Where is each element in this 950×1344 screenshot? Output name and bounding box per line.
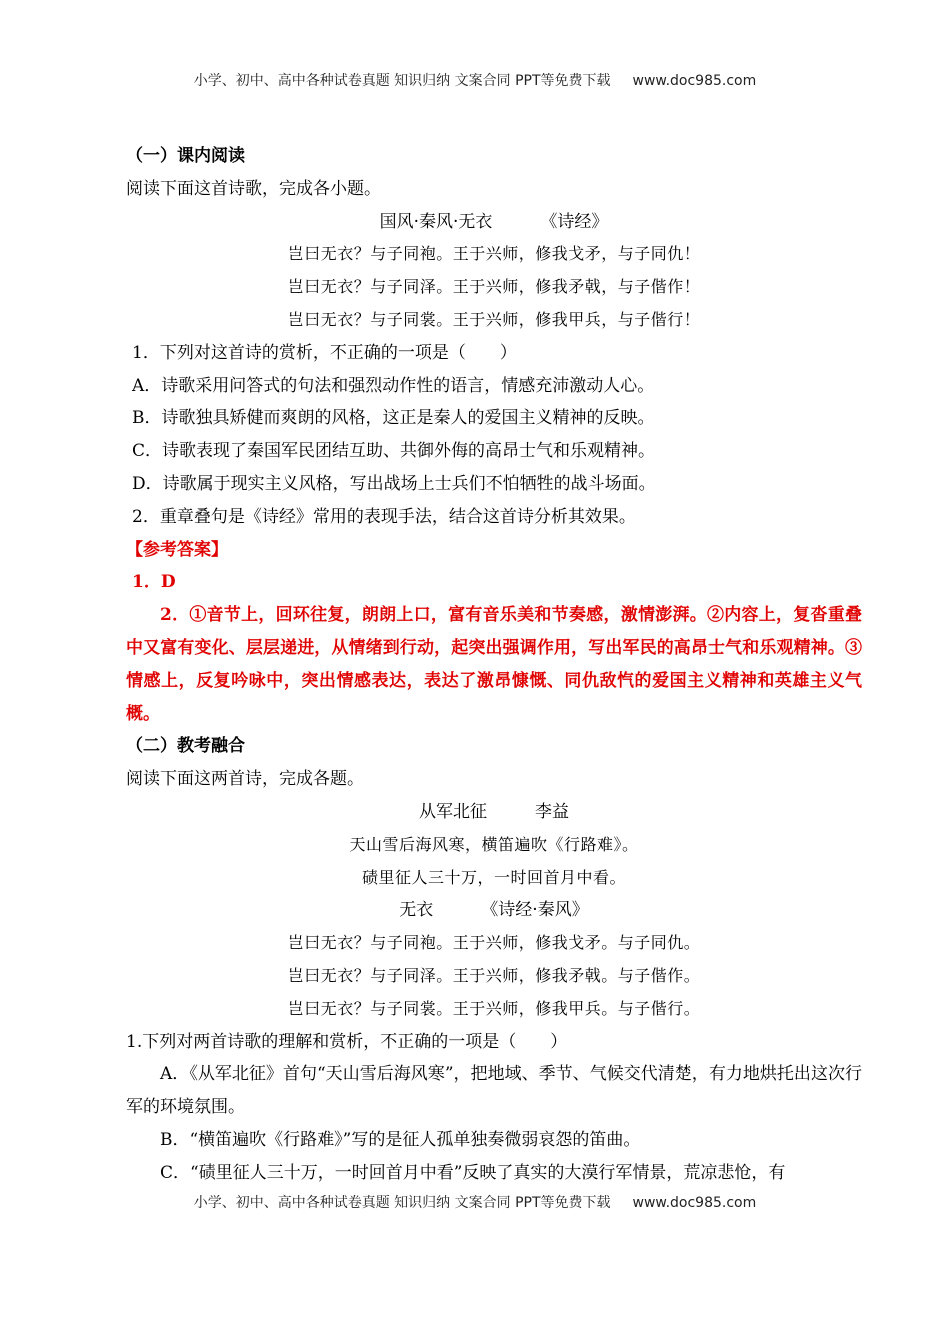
poem-source: 《诗经》 — [540, 211, 609, 232]
poem-line: 岂曰无衣？与子同裳。王于兴师，修我甲兵，与子偕行！ — [287, 309, 701, 329]
footer-text: 小学、初中、高中各种试卷真题 知识归纳 文案合同 PPT等免费下载 — [193, 1195, 611, 1211]
option-d: D．诗歌属于现实主义风格，写出战场上士兵们不怕牺牲的战斗场面。 — [132, 473, 656, 494]
poem1-author: 李益 — [535, 801, 569, 822]
section2-option-c: C．“碛里征人三十万，一时回首月中看”反映了真实的大漠行军情景，荒凉悲怆，有 — [160, 1162, 786, 1183]
poem-title: 国风·秦风·无衣 — [379, 211, 493, 232]
section2-option-a: A．《从军北征》首句“天山雪后海风寒”，把地域、季节、气候交代清楚，有力地烘托出这次行军的环境氛围。 — [126, 1064, 862, 1118]
section2-question-1: 1.下列对两首诗歌的理解和赏析，不正确的一项是（ ） — [126, 1031, 568, 1052]
question-2: 2．重章叠句是《诗经》常用的表现手法，结合这首诗分析其效果。 — [132, 506, 636, 527]
poem2-source: 《诗经·秦风》 — [481, 900, 589, 921]
footer-url[interactable]: www.doc985.com — [632, 1195, 757, 1211]
poem1-line: 天山雪后海风寒，横笛遍吹《行路难》。 — [349, 834, 639, 854]
header-text: 小学、初中、高中各种试卷真题 知识归纳 文案合同 PPT等免费下载 — [193, 73, 611, 89]
poem-line: 岂曰无衣？与子同袍。王于兴师，修我戈矛，与子同仇！ — [287, 244, 701, 264]
section1-intro: 阅读下面这首诗歌，完成各小题。 — [126, 178, 381, 199]
poem1-title: 从军北征 — [419, 801, 487, 822]
page-header — [0, 70, 950, 90]
header-url[interactable]: www.doc985.com — [632, 73, 757, 89]
poem2-line: 岂曰无衣？与子同泽。王于兴师，修我矛戟。与子偕作。 — [287, 965, 701, 985]
poem-title-line — [126, 206, 862, 239]
page-footer — [0, 1192, 950, 1212]
answer-2: 2．①音节上，回环往复，朗朗上口，富有音乐美和节奏感，激情澎湃。②内容上，复沓重叠中又富有变化、层层递进，从情绪到行动，起突出强调作用，写出军民的高昂士气和乐观精神。③情感上，反复吟咏中，突出情感表达，表达了激昂慷慨、同仇敌忾的爱国主义精神和英雄主义气概。 — [126, 605, 862, 724]
section2-heading: （二）教考融合 — [126, 736, 245, 757]
poem2-title: 无衣 — [399, 900, 434, 921]
poem-line: 岂曰无衣？与子同泽。王于兴师，修我矛戟，与子偕作！ — [287, 277, 701, 297]
section2-intro: 阅读下面这两首诗，完成各题。 — [126, 769, 364, 790]
option-a: A．诗歌采用问答式的句法和强烈动作性的语言，情感充沛激动人心。 — [132, 375, 655, 396]
answer-label: 【参考答案】 — [126, 539, 228, 560]
section1-heading: （一）课内阅读 — [126, 146, 245, 166]
document-body — [126, 140, 862, 1190]
poem1-line: 碛里征人三十万，一时回首月中看。 — [361, 867, 626, 887]
answer-1: 1．D — [132, 572, 176, 593]
question-1: 1．下列对这首诗的赏析，不正确的一项是（ ） — [132, 342, 517, 363]
poem2-title-line — [126, 894, 862, 927]
poem2-line: 岂曰无衣？与子同裳。王于兴师，修我甲兵。与子偕行。 — [287, 998, 701, 1018]
section2-option-b: B．“横笛遍吹《行路难》”写的是征人孤单独奏微弱哀怨的笛曲。 — [160, 1129, 641, 1150]
poem2-line: 岂曰无衣？与子同袍。王于兴师，修我戈矛。与子同仇。 — [287, 933, 701, 953]
poem1-title-line — [126, 796, 862, 829]
option-c: C．诗歌表现了秦国军民团结互助、共御外侮的高昂士气和乐观精神。 — [132, 441, 656, 462]
option-b: B．诗歌独具矫健而爽朗的风格，这正是秦人的爱国主义精神的反映。 — [132, 408, 655, 429]
